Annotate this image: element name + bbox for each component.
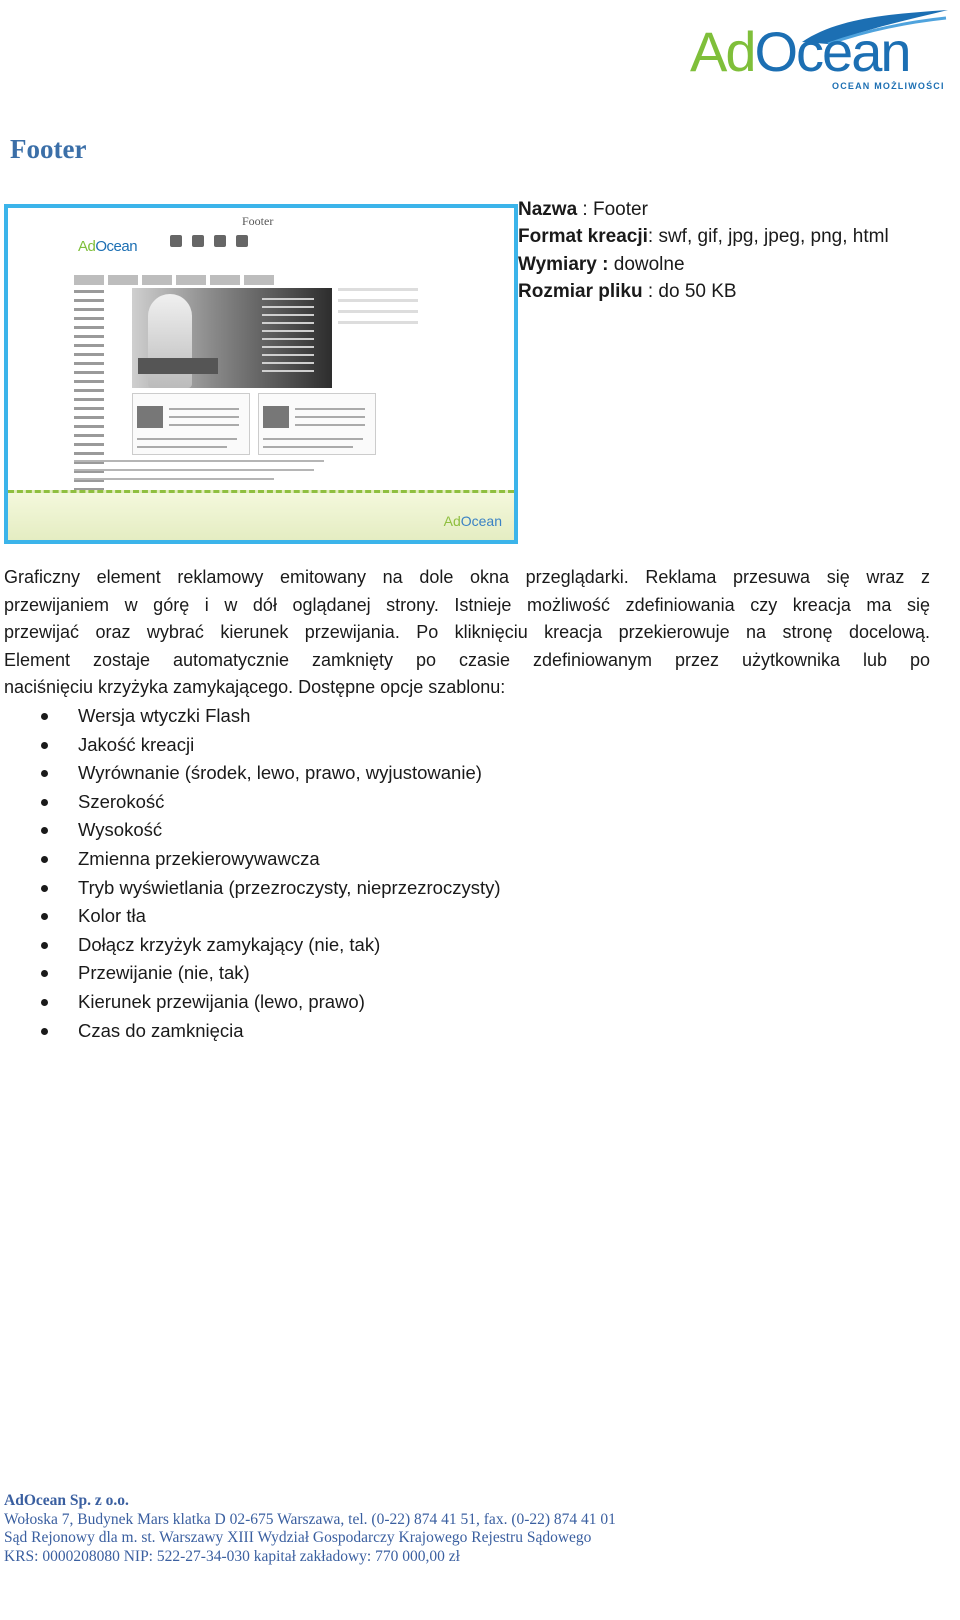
preview-body-text — [74, 460, 334, 487]
description-line: naciśnięciu krzyżyka zamykającego. Dostępne opcje szablonu: — [4, 677, 506, 698]
option-label: Zmienna przekierowywawcza — [78, 847, 320, 869]
option-label: Kolor tła — [78, 905, 146, 927]
home-icon — [170, 235, 182, 247]
spec-size-label: Rozmiar pliku — [518, 280, 643, 302]
spec-name-value: : Footer — [577, 199, 648, 220]
preview-footer-logo-ad: Ad — [443, 513, 461, 529]
bullet-icon — [41, 942, 48, 949]
spec-name — [518, 196, 889, 223]
list-item — [0, 845, 501, 874]
option-label: Wysokość — [78, 819, 163, 841]
company-address: Wołoska 7, Budynek Mars klatka D 02-675 Warszawa, tel. (0-22) 874 41 51, fax. (0-22) 874 41 01 — [4, 1510, 616, 1528]
list-item — [0, 959, 501, 988]
logo-ocean: Ocean — [754, 20, 910, 83]
preview-nav — [74, 272, 304, 283]
option-label: Wyrównanie (środek, lewo, prawo, wyjustowanie) — [78, 762, 482, 784]
template-options-list — [0, 702, 501, 1045]
bullet-icon — [41, 999, 48, 1006]
list-item — [0, 702, 501, 731]
page-title: Footer — [10, 134, 87, 164]
option-label: Tryb wyświetlania (przezroczysty, nieprzezroczysty) — [78, 876, 501, 898]
company-court: Sąd Rejonowy dla m. st. Warszawy XIII Wydział Gospodarczy Krajowego Rejestru Sądowego — [4, 1529, 592, 1546]
list-item — [0, 988, 501, 1017]
option-label: Dołącz krzyżyk zamykający (nie, tak) — [78, 933, 381, 955]
list-item — [0, 1017, 501, 1046]
preview-thumb — [137, 406, 163, 428]
bullet-icon — [41, 885, 48, 892]
preview-footer-ad — [8, 490, 514, 544]
logo-ad: Ad — [690, 20, 755, 83]
preview-news-box — [132, 393, 250, 455]
option-label: Przewijanie (nie, tak) — [78, 962, 250, 984]
preview-right-column — [338, 288, 448, 388]
preview-hero-list — [262, 298, 326, 378]
company-registry: KRS: 0000208080 NIP: 522-27-34-030 kapitał zakładowy: 770 000,00 zł — [4, 1547, 460, 1565]
spec-format-label: Format kreacji — [518, 226, 648, 248]
description-line: Element zostaje automatycznie zamknięty po czasie zdefiniowanym przez użytkownika lub po — [4, 649, 930, 670]
mail-icon — [214, 235, 226, 247]
description-line: przewijać oraz wybrać kierunek przewijania. Po kliknięciu kreacja przekierowuje na stronę docelową. — [4, 622, 930, 643]
bullet-icon — [41, 770, 48, 777]
description-paragraph — [4, 564, 930, 702]
option-label: Wersja wtyczki Flash — [78, 705, 251, 726]
preview-header — [8, 208, 514, 270]
preview-logo-ocean: Ocean — [95, 238, 138, 255]
preview-news-box — [258, 393, 376, 455]
bullet-icon — [41, 742, 48, 749]
adocean-logo — [690, 8, 950, 94]
spec-size — [518, 278, 889, 305]
list-item — [0, 759, 501, 788]
print-icon — [192, 235, 204, 247]
preview-title: Footer — [242, 214, 274, 228]
logo-tagline: OCEAN MOŻLIWOŚCI — [832, 81, 945, 91]
list-item — [0, 816, 501, 845]
list-item — [0, 931, 501, 960]
preview-hero-caption — [138, 358, 218, 374]
option-label: Kierunek przewijania (lewo, prawo) — [78, 990, 365, 1012]
preview-footer-logo — [444, 513, 502, 529]
list-item — [0, 731, 501, 760]
spec-format-value: : swf, gif, jpg, jpeg, png, html — [647, 226, 889, 248]
bullet-icon — [41, 970, 48, 977]
spec-name-label: Nazwa — [518, 199, 578, 220]
option-label: Szerokość — [78, 790, 165, 812]
spec-list — [518, 196, 889, 305]
list-item — [0, 902, 501, 931]
preview-logo-ad: Ad — [78, 238, 96, 255]
company-name: AdOcean Sp. z o.o. — [4, 1492, 129, 1509]
bullet-icon — [41, 799, 48, 806]
spec-format — [518, 223, 889, 250]
spec-size-value: : do 50 KB — [642, 280, 737, 302]
option-label: Jakość kreacji — [78, 733, 195, 755]
list-item — [0, 788, 501, 817]
bullet-icon — [41, 827, 48, 834]
footer-preview-image — [4, 204, 518, 544]
spec-dims-value: dowolne — [608, 253, 685, 275]
bullet-icon — [41, 913, 48, 920]
preview-hero-image — [132, 288, 332, 388]
preview-logo — [78, 238, 137, 255]
preview-footer-logo-ocean: Ocean — [460, 513, 502, 529]
bullet-icon — [41, 856, 48, 863]
company-footer — [4, 1492, 616, 1566]
bullet-icon — [41, 713, 48, 720]
description-line: przewijaniem w górę i w dół oglądanej strony. Istnieje możliwość zdefiniowania czy kreacja ma się — [4, 594, 930, 615]
description-line: Graficzny element reklamowy emitowany na dole okna przeglądarki. Reklama przesuwa się wraz z — [4, 567, 930, 587]
bullet-icon — [41, 1028, 48, 1035]
logo-wordmark — [690, 22, 910, 82]
option-label: Czas do zamknięcia — [78, 1019, 244, 1041]
preview-toolbar-icons — [170, 234, 260, 248]
tools-icon — [236, 235, 248, 247]
preview-thumb — [263, 406, 289, 428]
spec-dimensions — [518, 251, 889, 278]
list-item — [0, 874, 501, 903]
spec-dims-label: Wymiary : — [518, 253, 609, 275]
